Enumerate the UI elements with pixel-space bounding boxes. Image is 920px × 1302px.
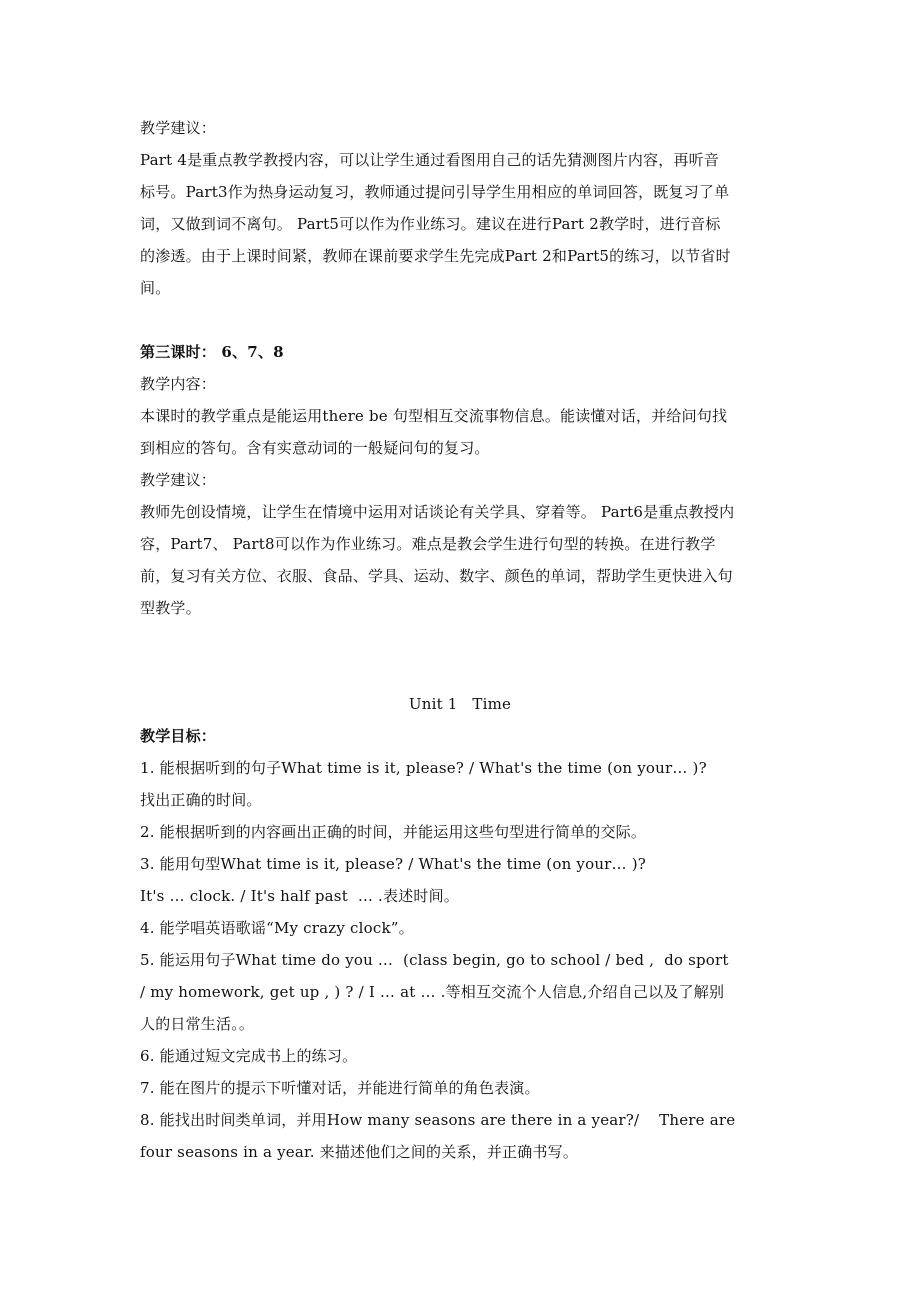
paragraph-line: 标号。Part3作为热身运动复习，教师通过提问引导学生用相应的单词回答，既复习了单 [140,183,730,201]
goal-line: 6. 能通过短文完成书上的练习。 [140,1047,358,1065]
paragraph-line: 容，Part7、 Part8可以作为作业练习。难点是教会学生进行句型的转换。在进行教学 [140,535,716,553]
paragraph-line: 的渗透。由于上课时间紧，教师在课前要求学生先完成Part 2和Part5的练习，以节省时 [140,247,731,265]
lesson-title: 第三课时： 6、7、8 [140,343,284,361]
paragraph-line: 教师先创设情境，让学生在情境中运用对话谈论有关学具、穿着等。 Part6是重点教授内 [140,503,735,521]
goals-heading: 教学目标： [140,727,217,745]
paragraph-line: 间。 [140,279,171,297]
goal-line: 3. 能用句型What time is it, please? / What's the time (on your… )? [140,855,647,873]
paragraph-line: Part 4是重点教学教授内容，可以让学生通过看图用自己的话先猜测图片内容，再听音 [140,151,720,169]
paragraph-line: 型教学。 [140,599,201,617]
goal-line: 1. 能根据听到的句子What time is it, please? / What's the time (on your… )? [140,759,707,777]
goal-line: 4. 能学唱英语歌谣“My crazy clock”。 [140,919,414,937]
goal-line: 5. 能运用句子What time do you … (class begin, go to school / bed , do sport [140,951,729,969]
paragraph-line: 前，复习有关方位、衣服、食品、学具、运动、数字、颜色的单词，帮助学生更快进入句 [140,567,733,585]
goal-line: 8. 能找出时间类单词，并用How many seasons are there in a year?/ There are [140,1111,736,1129]
paragraph-line: 本课时的教学重点是能运用there be 句型相互交流事物信息。能读懂对话，并给问句找 [140,407,728,425]
goal-line: / my homework, get up , ) ? / I … at … .等相互交流个人信息,介绍自己以及了解别 [140,983,725,1001]
goal-line: 7. 能在图片的提示下听懂对话，并能进行简单的角色表演。 [140,1079,540,1097]
paragraph-line: 到相应的答句。含有实意动词的一般疑问句的复习。 [140,439,490,457]
goal-line: four seasons in a year. 来描述他们之间的关系，并正确书写。 [140,1143,579,1161]
section-heading-content: 教学内容： [140,375,217,393]
unit-title: Unit 1 Time [408,695,512,713]
goal-line: It's … clock. / It's half past … .表述时间。 [140,887,459,905]
section-heading-suggestions: 教学建议： [140,471,217,489]
goal-line: 2. 能根据听到的内容画出正确的时间，并能运用这些句型进行简单的交际。 [140,823,647,841]
paragraph-line: 词，又做到词不离句。 Part5可以作为作业练习。建议在进行Part 2教学时，进行音标 [140,215,721,233]
goal-line: 找出正确的时间。 [140,791,262,809]
section-heading-suggestions: 教学建议： [140,119,217,137]
goal-line: 人的日常生活。。 [140,1015,255,1033]
